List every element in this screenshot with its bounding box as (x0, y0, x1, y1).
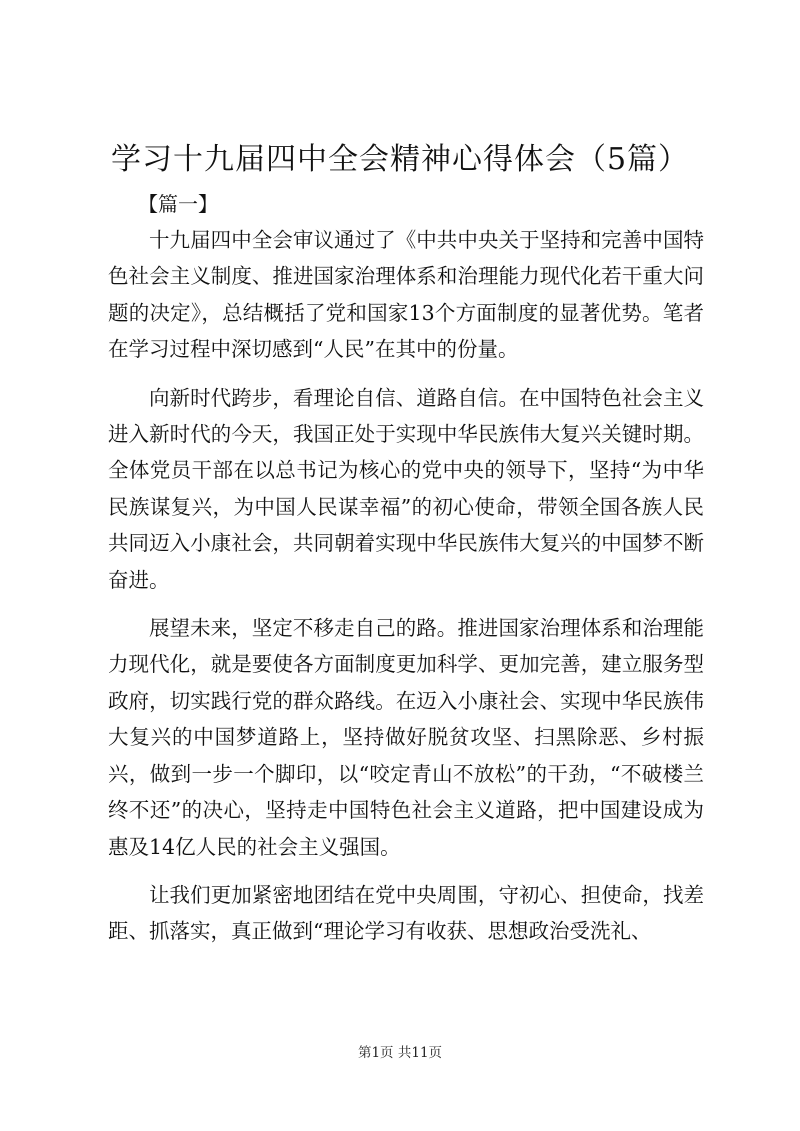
paragraph-2: 向新时代跨步，看理论自信、道路自信。在中国特色社会主义进入新时代的今天，我国正处于实现中华民族伟大复兴关键时期。全体党员干部在以总书记为核心的党中央的领导下，坚持“为中华民族谋复兴，为中国人民谋幸福”的初心使命，带领全国各族人民共同迈入小康社会，共同朝着实现中华民族伟大复兴的中国梦不断奋进。 (108, 385, 704, 592)
section-heading: 【篇一】 (138, 192, 218, 216)
page-footer (0, 1043, 800, 1063)
document-title: 学习十九届四中全会精神心得体会（5篇） (110, 142, 690, 177)
page-number-label: 第1页 共11页 (357, 1045, 443, 1061)
paragraph-4: 让我们更加紧密地团结在党中央周围，守初心、担使命，找差距、抓落实，真正做到“理论学习有收获、思想政治受洗礼、 (108, 882, 704, 944)
paragraph-3: 展望未来，坚定不移走自己的路。推进国家治理体系和治理能力现代化，就是要使各方面制度更加科学、更加完善，建立服务型政府，切实践行党的群众路线。在迈入小康社会、实现中华民族伟大复兴的中国梦道路上，坚持做好脱贫攻坚、扫黑除恶、乡村振兴，做到一步一个脚印，以“咬定青山不放松”的干劲，“不破楼兰终不还”的决心，坚持走中国特色社会主义道路，把中国建设成为惠及14亿人民的社会主义强国。 (108, 616, 704, 859)
document-body (108, 222, 704, 962)
paragraph-1: 十九届四中全会审议通过了《中共中央关于坚持和完善中国特色社会主义制度、推进国家治理体系和治理能力现代化若干重大问题的决定》，总结概括了党和国家13个方面制度的显著优势。笔者在学习过程中深切感到“人民”在其中的份量。 (108, 228, 704, 362)
